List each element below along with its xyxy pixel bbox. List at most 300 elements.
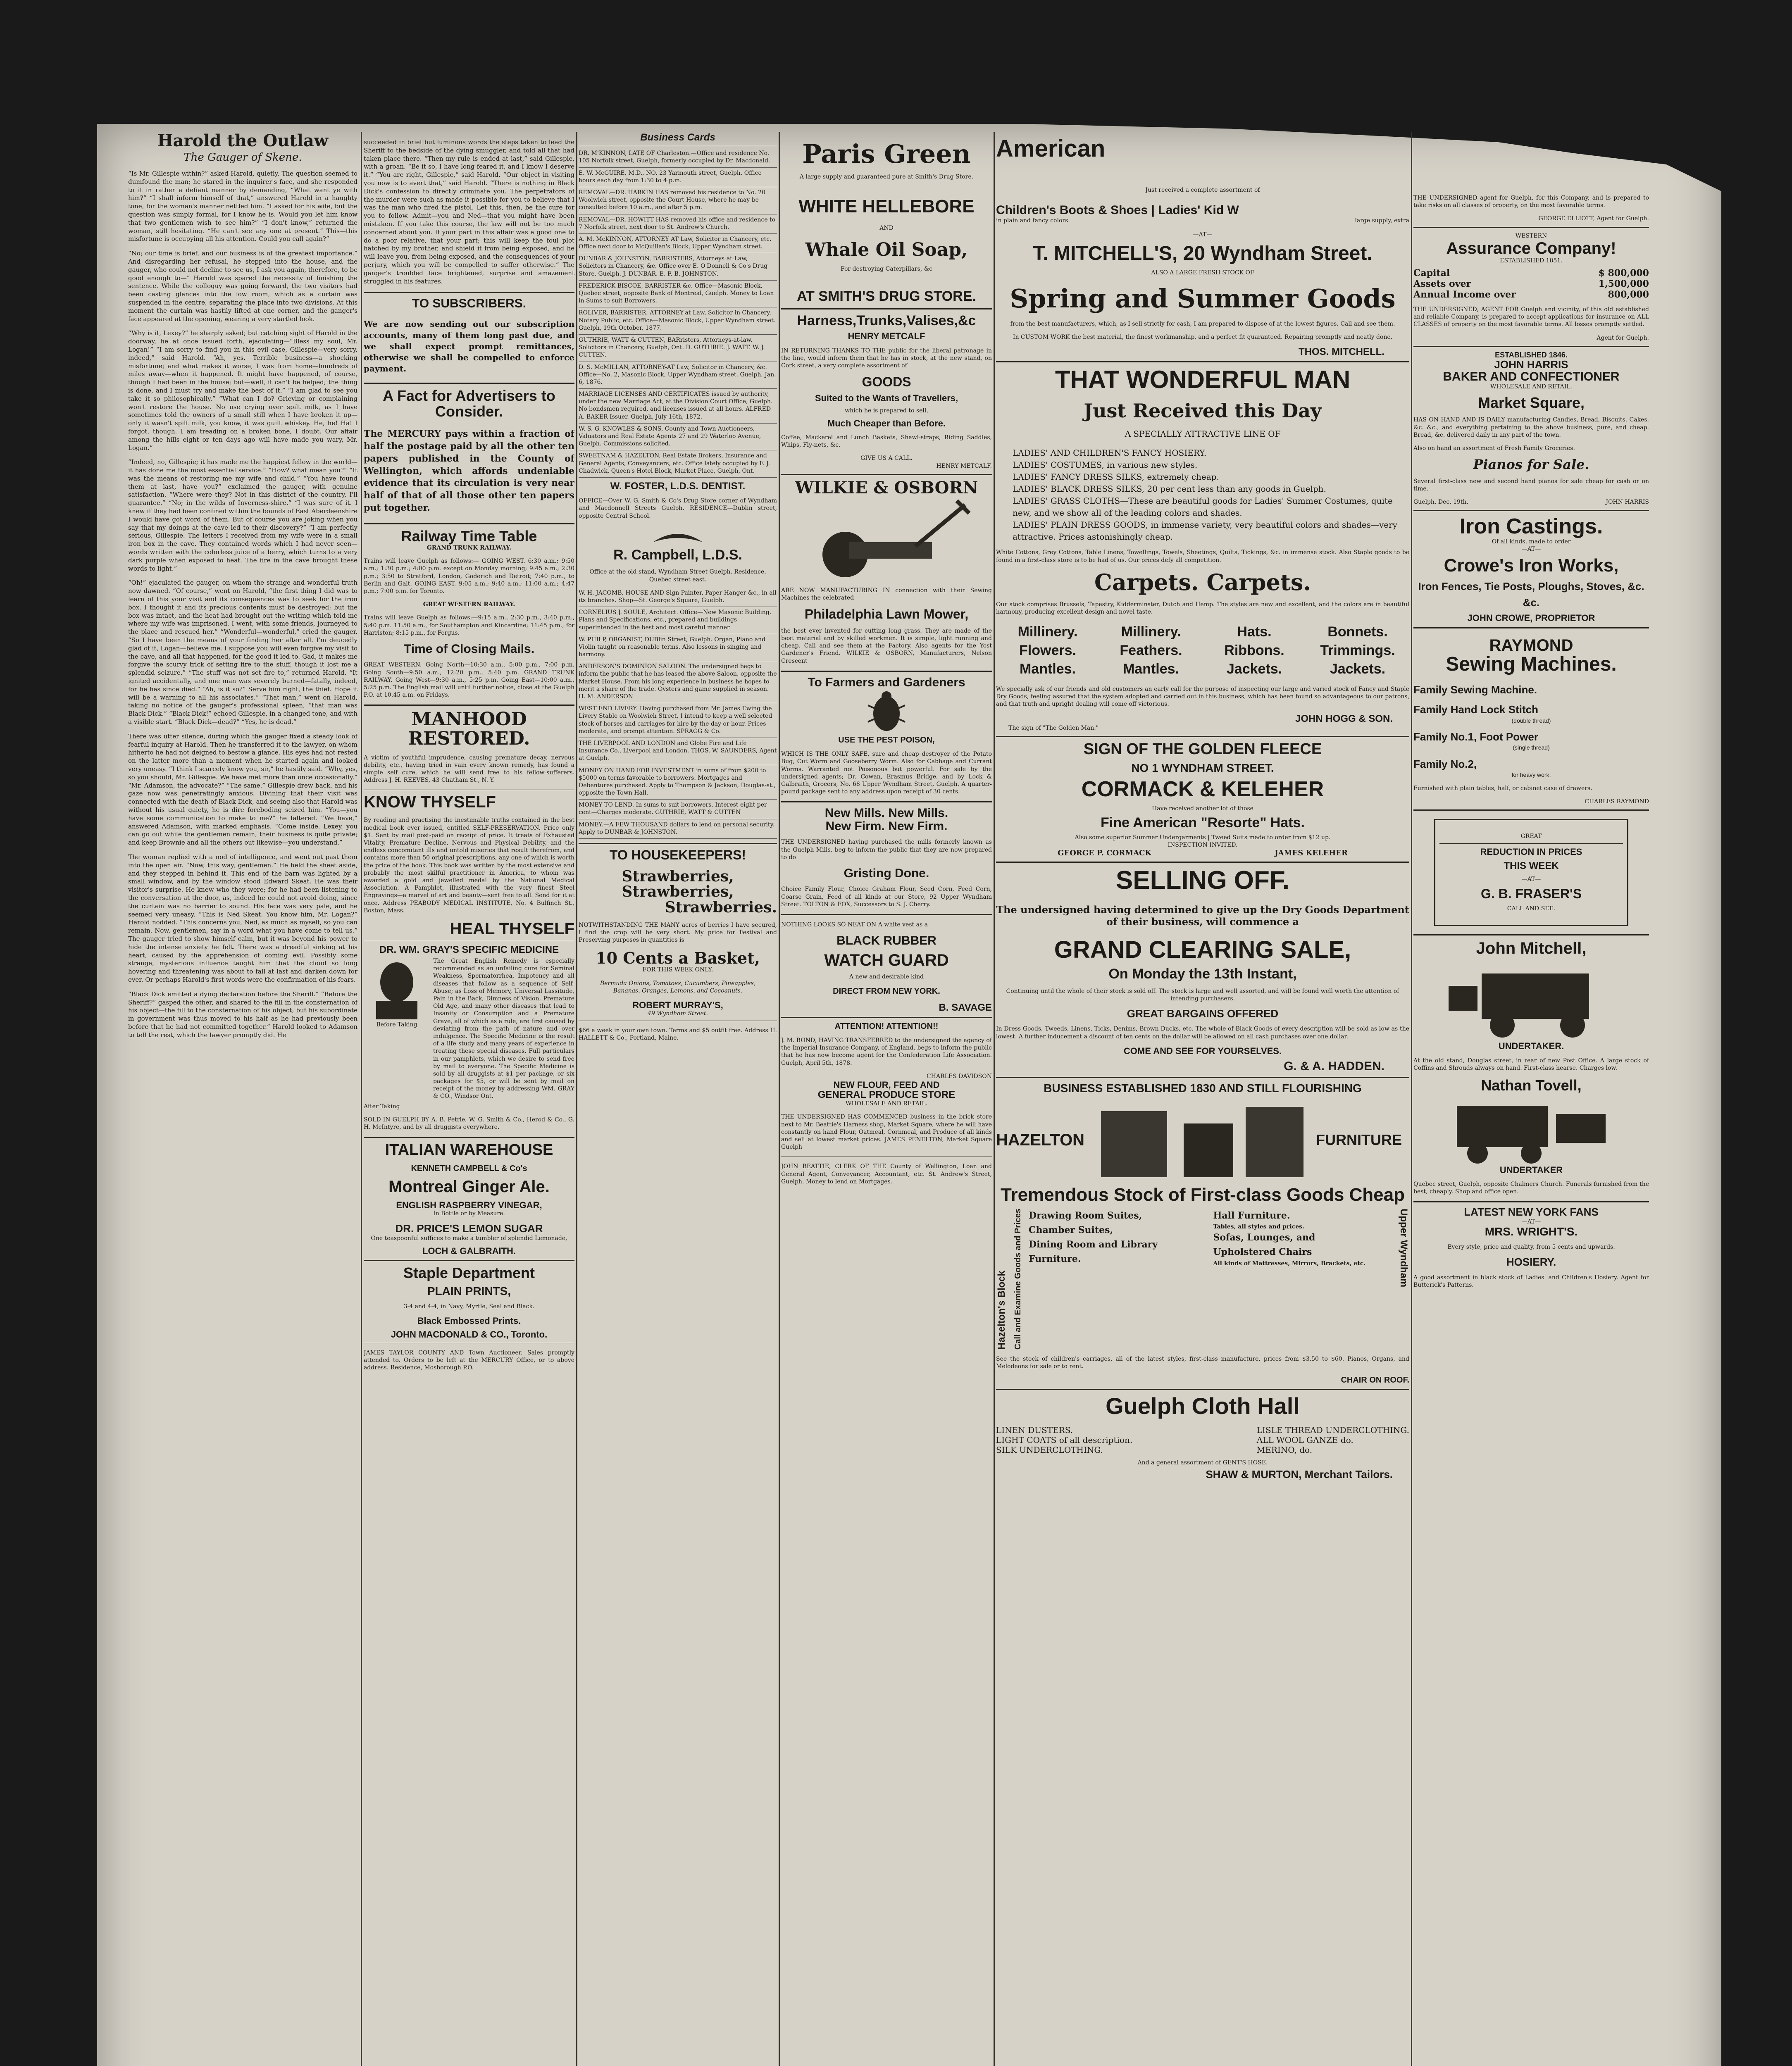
subscribers-heading: TO SUBSCRIBERS.: [412, 297, 527, 311]
wonderful-man: THAT WONDERFUL MAN: [1055, 366, 1351, 394]
raspberry: ENGLISH RASPBERRY VINEGAR,: [396, 1200, 542, 1211]
business-card: MONEY TO LEND. In sums to suit borrowers. Interest eight per cent—Charges moderate. GUTHRIE, WATT & CUTTEN: [579, 801, 777, 819]
capital-label: Capital: [1413, 267, 1450, 278]
established-1851: ESTABLISHED 1851.: [1500, 257, 1563, 264]
raymond: RAYMOND: [1489, 636, 1573, 655]
grid-item: Jackets.: [1330, 661, 1386, 677]
grid-item: Trimmings.: [1320, 642, 1395, 658]
column-story: [128, 132, 357, 1045]
hazelton: HAZELTON: [996, 1131, 1085, 1149]
gwr-heading: GREAT WESTERN RAILWAY.: [423, 601, 515, 608]
story-continuation: succeeded in brief but luminous words the steps taken to lead the Sheriff to the bedside of the dying smuggler, and told all that had taken place there. “Then my rule is ended at last,” said Gillespie, with a groan. “Be it so, I have long feared it, and I know I deserve it.” “You are right, Gillespie,” said Harold. “Our object in visiting you now is to avert that,” said Harold. “There is nothing in Black Dick's confession to directly criminate you. The perpetrators of the murder were such as made it possible for you to believe that I was the man who fired the pistol. Let this, then, be the cure for you to follow. Admit—you and Ned—that you might have been mistaken. If you take this course, the law will not be too much concerned about you. If your part in this affair was a good one to do a poor relative, that your part; this will keep the foul plot hatched by my brother, and shield it from being exposed, and he will leave you, from being exposed, and the consequences of your perjury, which you will be compelled to suffer otherwise.” The ganger's troubled face brightened, surprise and amazement struggled in his features.: [364, 138, 574, 285]
list-item: MERINO, do.: [1256, 1445, 1313, 1455]
sewing-list: [1413, 683, 1649, 779]
lawn-mower-icon: [781, 497, 992, 581]
kenneth-label: KENNETH CAMPBELL & Co's: [411, 1164, 527, 1173]
received-text: Just received a complete assortment of: [1145, 186, 1260, 193]
iron-castings: Iron Castings.: [1459, 514, 1603, 539]
list-item: LINEN DUSTERS.: [996, 1425, 1073, 1435]
hellebore: WHITE HELLEBORE: [798, 196, 975, 217]
mills-text: THE UNDERSIGNED having purchased the mills formerly known as the Guelph Mills, beg to inform the public that they are now prepared to do: [781, 839, 992, 861]
heavy-work: for heavy work,: [1511, 771, 1551, 778]
mower-text2: the best ever invented for cutting long grass. They are made of the best material and by skilled workmen. It is simple, light running and cheap. Call and see them at the Factory. Also agents for the Yost Gardener's Friend. WILKIE & OSBORN, Manufacturers, Nelson Crescent: [781, 627, 992, 664]
column-rule: [1411, 132, 1412, 2066]
mattresses: All kinds of Mattresses, Mirrors, Brackets, etc.: [1213, 1260, 1366, 1267]
hearse-icon: [1413, 957, 1649, 1041]
fresh-groceries: Also on hand an assortment of Fresh Family Groceries.: [1413, 445, 1575, 452]
family-hand-lock: Family Hand Lock Stitch: [1413, 703, 1538, 716]
raspberry-sub: In Bottle or by Measure.: [433, 1210, 505, 1217]
story-paragraph: “Oh!” ejaculated the gauger, on whom the strange and wonderful truth now dawned. “Of course,” went on Harold, “the first thing I did was to learn of this your visit and its consequences was to seek for the iron box. I thought it and its precious contents must be destroyed; but the box was intact, and the heat had brought out the writing which told me where my wife was imprisoned. I went, with some friends, journeyed to the place and rescued her.” “Wonderful—wonderful,” cried the gauger. “So I have been the means of your finding her after all. I'm deucedly glad of it, Logan—believe me. I suppose you will even forgive my visit to the cave, and all that happened, for the good it led to. Gad, it makes me forgive the scurvy trick of setting fire to the stuff, though it lost me a splendid seizure.” “The stuff was not set fire to,” returned Harold. “It ignited accidentally, and one man was severely burned—fatally, indeed, for he has since died.” “Ah, is it so?” Serve him right, the thief. Hope it will be a warning to all his associates.” “That man,” went on Harold, taking no notice of the gauger's professional spleen, “that man was Black Dick.” “Black Dick!” echoed Gillespie, in a changed tone, and with a visible start. “Black Dick—dead?” “Yes, he is dead.”: [128, 579, 357, 726]
hosiery-text: A good assortment in black stock of Ladies' and Children's Hosiery. Agent for Butterick's Patterns.: [1413, 1274, 1649, 1288]
business-cards-heading: Business Cards: [640, 132, 715, 143]
italian-heading: ITALIAN WAREHOUSE: [385, 1141, 553, 1159]
tables: Tables, all styles and prices.: [1213, 1223, 1304, 1231]
prints-text: 3-4 and 4-4, in Navy, Myrtle, Seal and Black.: [403, 1303, 535, 1310]
business-card: ANDERSON'S DOMINION SALOON. The undersigned begs to inform the public that he has leased the above Saloon, opposite the Market House. From his long experience in business he hopes to merit a share of the trade. Oysters and game supplied in season. H. M. ANDERSON: [579, 663, 777, 703]
cloth-hall: Guelph Cloth Hall: [1106, 1393, 1300, 1419]
large-supply: large supply, extra: [1355, 217, 1409, 224]
list-item: LADIES' AND CHILDREN'S FANCY HOSIERY.: [1013, 448, 1207, 458]
grid-item: Millinery.: [1121, 624, 1181, 640]
fact-heading: A Fact for Advertisers to Consider.: [383, 387, 555, 420]
watch-guard: WATCH GUARD: [824, 951, 949, 969]
business-card: D. S. McMILLAN, ATTORNEY-AT Law, Solicitor in Chancery, &c. Office—No. 2, Masonic Block, Upper Wyndham street. Guelph, Jan. 6, 1876.: [579, 364, 777, 389]
metcalf: HENRY METCALF: [848, 331, 925, 342]
iron-items: Iron Fences, Tie Posts, Ploughs, Stoves, &c. &c.: [1418, 580, 1644, 609]
grid-item: Flowers.: [1019, 642, 1076, 658]
list-item: LADIES' GRASS CLOTHS—These are beautiful goods for Ladies' Summer Costumes, quite new, and we show all of the leading colors and shades.: [1013, 496, 1393, 518]
subscribers-text: We are now sending out our subscription accounts, many of them long past due, and we shall expect prompt remittances, otherwise we shall be compelled to enforce payment.: [364, 319, 574, 374]
business-card: REMOVAL—DR. HARKIN HAS removed his residence to No. 20 Woolwich street, opposite the Court House, where he may be consulted before 10 a.m., and after 5 p.m.: [579, 189, 777, 214]
family-sewing: Family Sewing Machine.: [1413, 683, 1537, 696]
business-card: MONEY ON HAND FOR INVESTMENT in sums of from $200 to $5000 on terms favorable to borrowers. Mortgages and Debentures purchased. Apply to Thompson & Jackson, Douglas-st., opposite the Town Hall.: [579, 767, 777, 800]
hadden-sig: G. & A. HADDEN.: [1284, 1059, 1385, 1073]
list-item: LADIES' PLAIN DRESS GOODS, in immense variety, very beautiful colors and shades—very attractive. Prices astonishingly cheap.: [1013, 520, 1397, 542]
fact-text: The MERCURY pays within a fraction of half the postage paid by all the other ten papers published in the County of Wellington, which affords undeniable evidence that its circulation is very near half of that of all those other ten papers put together.: [364, 428, 574, 513]
sewing-machines: Sewing Machines.: [1446, 653, 1617, 675]
family-no1: Family No.1, Foot Power: [1413, 730, 1538, 743]
furniture: FURNITURE: [1316, 1131, 1402, 1148]
monday: On Monday the 13th Instant,: [1108, 966, 1297, 982]
hazelton-side: Hazelton's Block: [996, 1271, 1007, 1350]
mails-text: GREAT WESTERN. Going North—10:30 a.m., 5:00 p.m., 7:00 p.m. Going South—9:50 a.m., 12:20 p.m., 5:40 p.m. GRAND TRUNK RAILWAY. Going West—9:30 a.m., 5:25 p.m. Going East—10:00 a.m., 5:25 p.m. The English mail will until further notice, close at the Guelph P.O. at 10.45 a.m. on Fridays.: [364, 662, 574, 699]
millinery-text: We specially ask of our friends and old customers an early call for the purpose of inspecting our large and varied stock of Fancy and Staple Dry Goods, feeling assured that the system adopted and carried out in this business, which has been found so advantageous to our patrons, and that truth and upright dealing will come off victorious.: [996, 685, 1409, 708]
lemon-sub: One teaspoonful suffices to make a tumbler of splendid Lemonade,: [371, 1235, 567, 1242]
grand-clearing-sale: GRAND CLEARING SALE,: [1054, 936, 1351, 964]
savage: B. SAVAGE: [939, 1002, 992, 1013]
list-item: LADIES' FANCY DRESS SILKS, extremely cheap.: [1013, 472, 1219, 482]
mails-heading: Time of Closing Mails.: [403, 642, 535, 656]
pest-heading: USE THE PEST POISON,: [838, 735, 935, 745]
grid-item: Mantles.: [1122, 661, 1180, 677]
capital-value: $ 800,000: [1598, 267, 1649, 278]
nothing-text: NOTHING LOOKS SO NEAT ON A white vest as a: [781, 921, 928, 928]
story-paragraph: “Is Mr. Gillespie within?” asked Harold, quietly. The question seemed to dumfound the man; he stared in the inquirer's face, and she responded to it in rather a defiant manner by demanding, “What want ye with him?” “I shall inform himself of that,” answered Harold in a haughty tone, for the woman's manner nettled him. “I asked for his wife, but the question was simply formal, for I know he is. Would you let him know that two gentlemen wish to see him?” “I don't know,” returned the woman, still hesitating. “He can't see any one at present.” This—this misfortune is occupying all his attention. Could you call again?”: [128, 170, 357, 243]
column-rule: [994, 132, 995, 2066]
grid-item: Hats.: [1237, 624, 1272, 640]
at-label: —AT—: [1521, 876, 1541, 883]
furniture-icon: [1093, 1099, 1308, 1181]
superior-text: Also some superior Summer Undergarments | Tweed Suits made to order from $12 up.: [1075, 834, 1331, 841]
market-square: Market Square,: [1477, 394, 1585, 411]
gray-text: The Great English Remedy is especially recommended as an unfailing cure for Seminal Weakness, Spermatorrhea, Impotency and all diseases that follow as a sequence of Self-Abuse; as Loss of Memory, Universal Lassitude, Pain in the Back, Dimness of Vision, Premature Old Age, and many other diseases that lead to Insanity or Consumption and a Premature Grave, all of which as a rule, are first caused by deviating from the path of nature and over indulgence. The Specific Medicine is the result of a life study and many years of experience in treating these special diseases. Full particulars in our pamphlets, which we desire to send free by mail to everyone. The Specific Medicine is sold by all druggists at $1 per package, or six packages for $5, or will be sent by mail on receipt of the money by addressing WM. GRAY & CO., Windsor Ont.: [433, 958, 574, 1100]
furniture-right: [1213, 1209, 1392, 1350]
manhood-heading: MANHOOD RESTORED.: [408, 709, 530, 749]
heal-heading: HEAL THYSELF: [450, 919, 574, 938]
thos-mitchell: THOS. MITCHELL.: [1299, 346, 1385, 357]
american-heading: American: [996, 135, 1106, 162]
business-card: GUTHRIE, WATT & CUTTEN, BARristers, Attorneys-at-law, Solicitors in Chancery, Guelph, Ont. D. GUTHRIE. J. WATT. W. J. CUTTEN.: [579, 336, 777, 362]
resorte-hats: Fine American "Resorte" Hats.: [1101, 814, 1305, 831]
business-card: SWEETNAM & HAZELTON, Real Estate Brokers, Insurance and General Agents, Conveyancers, etc. Office lately occupied by F. J. Chadwick, Queen's Hotel Block, Market Place, Guelph, Ont.: [579, 452, 777, 478]
whale-oil: Whale Oil Soap,: [805, 239, 968, 260]
grid-item: Jackets.: [1226, 661, 1282, 677]
column-notices: [364, 132, 574, 1377]
business-card: A. M. McKINNON, ATTORNEY AT Law, Solicitor in Chancery, etc. Office next door to McQuillan's Block, Upper Wyndham street.: [579, 236, 777, 253]
cloth-items: [996, 1425, 1409, 1455]
fraser: G. B. FRASER'S: [1480, 886, 1582, 901]
list-item: SILK UNDERCLOTHING.: [996, 1445, 1103, 1455]
family-no2: Family No.2,: [1413, 757, 1477, 770]
column-rule: [779, 132, 780, 2066]
income-label: Annual Income over: [1413, 289, 1516, 300]
attention: ATTENTION! ATTENTION!!: [834, 1022, 939, 1031]
agent-sig: Agent for Guelph.: [1597, 334, 1649, 341]
sofas: Sofas, Lounges, and: [1213, 1232, 1315, 1243]
before-label: Before Taking: [376, 1021, 417, 1028]
call-examine: Call and Examine Goods and Prices: [1013, 1208, 1022, 1350]
gray-figures: [364, 957, 574, 1100]
column-dry-goods: [996, 132, 1409, 1480]
assets-label: Assets over: [1413, 278, 1471, 289]
list-item: LIGHT COATS of all description.: [996, 1435, 1133, 1445]
grid-item: Millinery.: [1018, 624, 1078, 640]
reduction: REDUCTION IN PRICES: [1480, 847, 1582, 857]
gristing: Gristing Done.: [844, 866, 929, 880]
capital-table: [1413, 268, 1649, 300]
beattie-text: JOHN BEATTIE, CLERK OF THE County of Wellington, Loan and General Agent, Conveyancer, Accountant, etc. St. Andrew's Street, Guelph. Money to lend on Mortgages.: [781, 1163, 992, 1185]
business-card: THE LIVERPOOL AND LONDON and Globe Fire and Life Insurance Co., Liverpool and London. THOS. W. SAUNDERS, Agent at Guelph.: [579, 740, 777, 765]
metcalf-text: IN RETURNING THANKS TO THE public for the liberal patronage in the line, would inform them that he has in stock, at the new stand, on Cork street, a very complete assortment of: [781, 347, 992, 369]
gtr-heading: GRAND TRUNK RAILWAY.: [427, 545, 512, 552]
column-drug-store: [781, 132, 992, 1191]
all-kinds: Of all kinds, made to order: [1492, 538, 1571, 545]
dress-goods: In Dress Goods, Tweeds, Linens, Ticks, Denims, Brown Ducks, etc. The whole of Black Goods of every description will be sold as low as the lowest. A further inducement a discount of ten cents on the dollar will be allowed on all cash purchases over one dollar.: [996, 1026, 1409, 1040]
mitchell-text: At the old stand, Douglas street, in rear of new Post Office. A large stock of Coffins and Shrouds always on hand. First-class hearse. Charges low.: [1413, 1057, 1649, 1071]
business-card: W. PHILP, ORGANIST, DUBlin Street, Guelph. Organ, Piano and Violin taught on reasonable terms. Also lessons in singing and harmony.: [579, 636, 777, 662]
capital-row: [1413, 268, 1649, 278]
grid-item: Bonnets.: [1327, 624, 1388, 640]
gray-sold: SOLD IN GUELPH BY A. B. Petrie, W. G. Smith & Co., Herod & Co., G. H. McIntyre, and by all druggists everywhere.: [364, 1116, 574, 1131]
business-card: E. W. McGUIRE, M.D., NO. 23 Yarmouth street, Guelph. Office hours each day from 1:30 to 4 p.m.: [579, 169, 777, 187]
grid-item: Ribbons.: [1224, 642, 1284, 658]
gray-figure-before: [364, 957, 430, 1100]
nathan-tovell: Nathan Tovell,: [1481, 1076, 1582, 1094]
railway-heading: Railway Time Table: [401, 528, 537, 545]
gray-heading: DR. WM. GRAY'S SPECIFIC MEDICINE: [379, 944, 559, 955]
produce-text: THE UNDERSIGNED HAS COMMENCED business in the brick store next to Mr. Beattie's Harness shop, Market Square, where he will have constantly on hand Flour, Oatmeal, Cornmeal, and Produce of all kinds and sell at lowest market prices. JAMES PENELTON, Market Square Guelph: [781, 1114, 992, 1151]
golden-fleece: SIGN OF THE GOLDEN FLEECE: [1083, 740, 1322, 758]
undertaker: UNDERTAKER.: [1498, 1041, 1564, 1052]
pianos-for-sale: Pianos for Sale.: [1473, 457, 1589, 473]
list-item: ALL WOOL GANZE do.: [1256, 1435, 1354, 1445]
loch: LOCH & GALBRAITH.: [422, 1245, 516, 1256]
direct: DIRECT FROM NEW YORK.: [833, 986, 940, 996]
sold-low: which he is prepared to sell,: [845, 407, 928, 414]
golden-man: The sign of "The Golden Man.": [1008, 724, 1099, 731]
upper-wyndham: Upper Wyndham: [1398, 1208, 1409, 1288]
also-large: ALSO A LARGE FRESH STOCK OF: [1151, 269, 1254, 276]
baker-confectioner: BAKER AND CONFECTIONER: [1443, 369, 1620, 383]
business-card: REMOVAL—DR. HOWITT HAS removed his office and residence to 7 Norfolk street, next door to St. Andrew's Church.: [579, 216, 777, 234]
list-item: LADIES' COSTUMES, in various new styles.: [1013, 460, 1198, 470]
gristing-text: Choice Family Flour, Choice Graham Flour, Seed Corn, Feed Corn, Coarse Grain, Feed of all kinds at our Store, 92 Upper Wyndham Street. TOLTON & FOX, Successors to S. J. Cherry.: [781, 886, 992, 908]
date: Guelph, Dec. 19th.: [1413, 499, 1468, 506]
george-cormack: GEORGE P. CORMACK: [1058, 848, 1152, 857]
latest-fans: LATEST NEW YORK FANS: [1464, 1206, 1599, 1219]
list-item: LADIES' BLACK DRESS SILKS, 20 per cent less than any goods in Guelph.: [1013, 484, 1326, 494]
business-card: CORNELIUS J. SOULE, Architect. Office—New Masonic Building. Plans and Specifications, etc., prepared and buildings superintended in the best and most careful manner.: [579, 609, 777, 634]
mitchell-heading: T. MITCHELL'S, 20 Wyndham Street.: [1033, 242, 1373, 264]
wilkie-heading: WILKIE & OSBORN: [795, 478, 978, 497]
embossed: Black Embossed Prints.: [417, 1316, 521, 1326]
income-row: [1413, 289, 1649, 300]
cloth-general: And a general assortment of GENT'S HOSE.: [1137, 1459, 1268, 1466]
grid-item: Feathers.: [1120, 642, 1182, 658]
spring-text: from the best manufacturers, which, as I sell strictly for cash, I am prepared to dispose of at the lowest figures. Call and see them.: [1010, 320, 1395, 327]
campbell-heading: R. Campbell, L.D.S.: [613, 547, 742, 563]
agent-text: THE UNDERSIGNED, AGENT FOR Guelph and vicinity, of this old established and reliable Company, is prepared to accept applications for insurance on ALL CLASSES of property on the most favorable terms. All losses promptly settled.: [1413, 306, 1649, 328]
assets-value: 1,500,000: [1598, 278, 1649, 289]
smiths-drug-store: AT SMITH'S DRUG STORE.: [797, 288, 976, 305]
wholesale: WHOLESALE AND RETAIL.: [845, 1100, 928, 1107]
business-card: DR. M'KINNON, LATE OF Charleston.—Office and residence No. 105 Norfolk street, Guelph, formerly occupied by Dr. Macdonald.: [579, 150, 777, 167]
and-label: AND: [879, 225, 894, 232]
column-business-cards: [579, 132, 777, 1048]
story-paragraph: There was utter silence, during which the gauger fixed a steady look of fearful inquiry at Harold. Then he transferred it to the lawyer, on whom hitherto he had not deigned to bestow a glance. His eyes had not rested on the latter more than a moment when he started again and looked very uneasy. “I think I scarcely know you, sir,” he hastily said. “Why, yes, so you should, Mr. Gillespie. We have met more than once occasionally.” “Mr. Adamson, the advocate?” “The same.” Gillespie drew back, and his gaze now was penetratingly anxious. Divining that their visit was connected with the death of Black Dick, and seeing also that Harold was without his usual gaiety, he is dire foreboding seized him. “You—you have some communication to make to me?” he faltered. “We have,” answered Adamson, with marked emphasis. “Come inside. Lexey, you can go out while the gentlemen remain, their business is quite private; and keep Brownie and all the others out likewise—you understand.”: [128, 732, 357, 847]
shaw-murton: SHAW & MURTON, Merchant Tailors.: [1206, 1468, 1393, 1480]
travellers: Suited to the Wants of Travellers,: [815, 393, 958, 403]
business-card: FREDERICK BISCOE, BARRISTER &c. Office—Masonic Block, Quebec street, opposite Bank of Montreal, Guelph. Money to Loan in Sums to suit Borrowers.: [579, 282, 777, 308]
paris-text: A large supply and guaranteed pure at Smith's Drug Store.: [799, 174, 974, 181]
strawberries-text: NOTWITHSTANDING THE MANY acres of berries I have secured, I find the crop will be very short. My price for Festival and Preserving purposes in quantities is: [579, 921, 777, 944]
pest-text: WHICH IS THE ONLY SAFE, sure and cheap destroyer of the Potato Bug, Cut Worm and Gooseberry Worm. Also for Cabbage and Currant Worms. Warranted not Poisonous but powerful. For sale by the undersigned agents; Dr. Cowan, Erasmus Bridge, and by Lock & Galbraith, Grocers, No. 68 Upper Wyndham Street, Guelph. A quarter-pound package sent to any address upon receipt of 30 cents.: [781, 751, 992, 795]
manhood-text: A victim of youthful imprudence, causing premature decay, nervous debility, etc., having tried in vain every known remedy, has found a simple self cure, which he will send free to his fellow-sufferers. Address J. H. REEVES, 43 Chatham St., N. Y.: [364, 754, 574, 784]
received-another: Have received another lot of those: [1152, 805, 1253, 812]
cormack-keleher: CORMACK & KELEHER: [1081, 777, 1324, 802]
story-paragraph: The woman replied with a nod of intelligence, and went out past them into the open air. “Now, this way, gentlemen.” He held the sheet aside, and they stepped in behind it. This end of the barn was lighted by a small window, and by the window stood Edward Skeat. He was their visitor's surprise. He knew who they were; for he had been listening to the conversation at the door, as, indeed he could not avoid doing, since the curtain was no barrier to sound. His face was very pale, and he seemed very uneasy. “This is Ned Skeat. You know him, Mr. Logan?” Harold nodded. “This concerns you, Ned, as much as myself, so you can remain. Now, gentlemen, say in a word what you have come to tell us.” The gauger tried to show himself calm, but it was beyond his power to hide the intense anxiety he felt. There was a dreadful sinking at his heart, caused by the apprehension of coming evil. Possibly some strange, mysterious influence taught him that the cloud so long hovering and threatening was about to fall at last and darken down for ever. Or perhaps Harold's first words were the confirmation of his fears.: [128, 853, 357, 983]
income-value: 800,000: [1608, 289, 1649, 300]
great: GREAT: [1520, 833, 1542, 840]
ten-cents-sub: FOR THIS WEEK ONLY.: [642, 966, 713, 973]
man-portrait-icon: [366, 957, 428, 1019]
continuing: Continuing until the whole of their stock is sold off. The stock is large and well assorted, and will be found well worth the attention of intending purchasers.: [1006, 988, 1399, 1002]
paris-green: Paris Green: [802, 139, 971, 169]
beetle-icon: [781, 689, 992, 736]
philadelphia: Philadelphia Lawn Mower,: [804, 607, 969, 622]
tremendous-stock: Tremendous Stock of First-class Goods Cheap: [1001, 1184, 1405, 1205]
murray: ROBERT MURRAY'S,: [632, 1000, 723, 1010]
furnished-text: Furnished with plain tables, half, or cabinet case of drawers.: [1413, 785, 1592, 792]
story-paragraph: “Indeed, no, Gillespie; it has made me the happiest fellow in the world—it has done me the most essential service.” “How? what mean you?” “It was the means of restoring me my wife and child.” “You have found them at last, have you?” exclaimed the gauger, with genuine satisfaction. “Where were they? Not in this district of the country, I'll guarantee.” “No; in the wilds of Inverness-shire.” “I was sure of it. I knew if they had been confined within the bounds of East Aberdeenshire I would have got word of them. But of course you are joking when you say that my doings at the cave led to their discovery?” “I am perfectly serious, Gillespie. The letters I received from my wife were in a small iron box in the cave. They contained words which I had never seen—words written with the colorless juice of a berry, which turns to a very dark purple when exposed to heat. The fire in the cave brought these words to light.”: [128, 458, 357, 572]
black-rubber: BLACK RUBBER: [836, 934, 937, 948]
custom-text: In CUSTOM WORK the best material, the finest workmanship, and a perfect fit guaranteed. Repairing promptly and neatly done.: [1013, 333, 1393, 340]
furniture-list: [996, 1209, 1409, 1350]
assets-row: [1413, 278, 1649, 289]
mower-text: ARE NOW MANUFACTURING IN connection with their Sewing Machines the celebrated: [781, 587, 992, 601]
hosiery: HOSIERY.: [1506, 1256, 1556, 1269]
farm-text: THE UNDERSIGNED agent for Guelph, for this Company, and is prepared to take risks on all classes of property, on the most favorable terms.: [1413, 195, 1649, 209]
column-rule: [361, 132, 362, 2066]
lemon: DR. PRICE'S LEMON SUGAR: [395, 1222, 543, 1235]
watch-text: A new and desirable kind: [849, 973, 924, 980]
harness-heading: Harness,Trunks,Valises,&c: [797, 312, 976, 328]
ginger-ale: Montreal Ginger Ale.: [388, 1178, 550, 1196]
special-line: A SPECIALLY ATTRACTIVE LINE OF: [1125, 429, 1281, 439]
plain-prints: PLAIN PRINTS,: [427, 1284, 511, 1297]
gwr-text: Trains will leave Guelph as follows:—9:15 a.m., 2:30 p.m., 3:40 p.m., 5:40 p.m. 11:50 a.m., for Southampton and Kincardine; 11:45 p.m., for Harriston; 8:15 p.m., for Fergus.: [364, 614, 574, 636]
this-week: THIS WEEK: [1504, 860, 1559, 872]
general-produce: GENERAL PRODUCE STORE: [817, 1089, 956, 1101]
bond-text: J. M. BOND, HAVING TRANSFERRED to the undersigned the agency of the Imperial Insurance Company, of England, begs to inform the public that he has now become agent for the Confederation Life Association. Guelph, April 5th, 1878.: [781, 1037, 992, 1066]
at-label: —AT—: [1521, 1218, 1541, 1225]
western: WESTERN: [1515, 232, 1547, 239]
raymond-sig: CHARLES RAYMOND: [1585, 798, 1649, 805]
story-subtitle: The Gauger of Skene.: [183, 151, 302, 164]
single-thread: (single thread): [1513, 744, 1550, 751]
column-rule: [576, 132, 577, 2066]
staple-heading: Staple Department: [403, 1264, 535, 1281]
whale-sub: For destroying Caterpillars, &c: [841, 265, 932, 272]
business-card: MONEY.—A FEW THOUSAND dollars to lend on personal security. Apply to DUNBAR & JOHNSTON.: [579, 821, 777, 839]
goods: GOODS: [862, 374, 911, 390]
fraser-box: [1434, 819, 1628, 926]
fruit-list: Bermuda Onions, Tomatoes, Cucumbers, Pineapples, Bananas, Oranges, Lemons, and Cocoanuts.: [600, 980, 756, 994]
selling-text: The undersigned having determined to give up the Dry Goods Department of their business, will commence a: [996, 904, 1409, 928]
cheaper: Much Cheaper than Before.: [827, 418, 946, 428]
chair-on-roof: CHAIR ON ROOF.: [1341, 1376, 1409, 1385]
dentist-heading: W. FOSTER, L.D.S. DENTIST.: [610, 480, 746, 492]
list-item: LISLE THREAD UNDERCLOTHING.: [1256, 1425, 1409, 1435]
at-label: —AT—: [1193, 231, 1213, 238]
hall-furniture: Hall Furniture.: [1213, 1210, 1290, 1221]
harris-footer: [1413, 498, 1649, 506]
elliott-sig: GEORGE ELLIOTT, Agent for Guelph.: [1538, 215, 1649, 222]
john-harris: JOHN HARRIS: [1494, 358, 1568, 371]
strawberries: Strawberries,: [622, 867, 734, 885]
metcalf-more: Coffee, Mackerel and Lunch Baskets, Shawl-straps, Riding Saddles, Whips, Fly-nets, &c.: [781, 434, 992, 449]
carpets-text: Our stock comprises Brussels, Tapestry, Kidderminster, Dutch and Hemp. The styles are new and excellent, and the colors are in beautiful harmony, producing excellent design and novel taste.: [996, 601, 1409, 615]
grid-item: Mantles.: [1019, 661, 1076, 677]
baker-text: HAS ON HAND AND IS DAILY manufacturing Candies, Bread, Biscuits, Cakes, &c. &c., and everything pertaining to the above business, pure, and cheap. Bread, &c. delivered daily in any part of the town.: [1413, 417, 1649, 438]
james-keleher: JAMES KELEHER: [1275, 848, 1348, 857]
at-label: —AT—: [1521, 546, 1541, 553]
hogg-sig: JOHN HOGG & SON.: [1295, 713, 1393, 725]
pianos-text: Several first-class new and second hand pianos for sale cheap for cash or on time.: [1413, 478, 1649, 492]
strawberries: Strawberries.: [665, 899, 777, 916]
story-paragraph: “Why is it, Lexey?” he sharply asked; but catching sight of Harold in the doorway, he at once issued forth, ejaculating—“Bless my soul, Mr. Logan!” “I am sorry to find you in this evil case, Gillespie—very sorry, indeed,” said Harold. “Ah, yes. Terrible business—a shocking misfortune; and what makes it worse, I was from home—hundreds of miles away—when it happened. It might have happened, of course, though I had been in the house; but—well, it can't be helped; the thing is done, and I must try and make the best of it.” “I am glad to see you take it so philosophically.” “What can I do? Grieving or complaining won't restore the house. No use crying over spilt milk, as I have sometimes told the owners of a small still when I have broken it up—only it wasn't spilt milk, you know, it was guilt whiskey. He, he! Ha! I forgot, though. I am treading on a broken bone, I doubt. Our affair among the hills eight or ten days ago will have made you wary, Mr. Logan.”: [128, 329, 357, 452]
double-thread: (double thread): [1511, 717, 1551, 724]
proprietors: [996, 849, 1409, 857]
mrs-wright: MRS. WRIGHT'S.: [1485, 1225, 1578, 1238]
business-card: DUNBAR & JOHNSTON, BARRISTERS, Attorneys-at-Law, Solicitors in Chancery, &c. Office over E. O'Donnell & Co's Drug Store. Guelph. J. DUNBAR. E. F. B. JOHNSTON.: [579, 255, 777, 281]
whole-retail: WHOLESALE AND RETAIL.: [1490, 383, 1573, 390]
murray-addr: 49 Wyndham Street.: [648, 1010, 708, 1017]
inspection: INSPECTION INVITED.: [1168, 841, 1238, 848]
crowe-iron-works: Crowe's Iron Works,: [1444, 555, 1619, 576]
cloth-left: [996, 1425, 1132, 1455]
fans-text: Every style, price and quality, from 5 cents and upwards.: [1447, 1244, 1615, 1251]
metcalf-sig: HENRY METCALF.: [936, 462, 992, 469]
know-text: By reading and practising the inestimable truths contained in the best medical book ever issued, entitled SELF-PRESERVATION. Price only $1. Sent by mail post-paid on receipt of price. It treats of Exhausted Vitality, Premature Decline, Nervous and Physical Debility, and the endless concomitant ills and untold miseries that result therefrom, and contains more than 50 original prescriptions, any one of which is worth the price of the book. This book was written by the most extensive and probably the most skilful practitioner in America, to whom was awarded a gold and jewelled medal by the National Medical Association. A Pamphlet, illustrated with the very finest Steel Engravings—a marvel of art and beauty—sent free to all. Send for it at once. Address PEABODY MEDICAL INSTITUTE, No. 4 Bulfinch St., Boston, Mass.: [364, 817, 574, 914]
ladies-list: [1013, 447, 1409, 543]
harris-sig: JOHN HARRIS: [1606, 499, 1649, 506]
call-see: CALL AND SEE.: [1507, 905, 1556, 912]
millinery-grid: [996, 624, 1409, 677]
no1-wyndham: NO 1 WYNDHAM STREET.: [1131, 761, 1274, 774]
dining-furniture: Dining Room and Library Furniture.: [1029, 1239, 1158, 1265]
childrens-boots: Children's Boots & Shoes | Ladies' Kid W: [996, 203, 1239, 217]
boots-sub: [996, 217, 1409, 224]
cottons-text: White Cottons, Grey Cottons, Table Linens, Towellings, Towels, Sheetings, Quilts, Tickings, &c. in immense stock. Also Staple goods to be found in a first-class store is to be had of us. Our prices defy all competition.: [996, 549, 1409, 564]
gtr-text: Trains will leave Guelph as follows:— GOING WEST. 6:30 a.m.; 9:50 a.m.; 1:30 p.m.; 4:00 p.m. except on Monday morning; 9:45 a.m.; 2:30 p.m.; 3:50 to Stratford, London, Goderich and Detroit; 7:40 p.m., to Berlin and Galt. GOING EAST. 9:05 a.m.; 9:40 a.m.; 11:00 a.m.; 4:47 p.m.; 7:00 p.m. for Toronto.: [364, 558, 574, 595]
tovell-text: Quebec street, Guelph, opposite Chalmers Church. Funerals furnished from the best, cheaply. Shop and office open.: [1413, 1181, 1649, 1195]
plain-fancy: in plain and fancy colors.: [996, 217, 1070, 224]
farmers-heading: To Farmers and Gardeners: [808, 675, 965, 689]
business-card: W. S. G. KNOWLES & SONS, County and Town Auctioneers, Valuators and Real Estate Agents 27 and 29 Waterloo Avenue, Guelph. Commissions solicited.: [579, 425, 777, 451]
story-title: Harold the Outlaw: [157, 132, 329, 150]
housekeepers-heading: TO HOUSEKEEPERS!: [609, 847, 746, 862]
hearse-icon: [1413, 1093, 1649, 1165]
carpets: Carpets. Carpets.: [1094, 569, 1311, 595]
assurance-company: Assurance Company!: [1446, 239, 1616, 257]
just-received: Just Received this Day: [1084, 400, 1322, 422]
know-heading: KNOW THYSELF: [364, 793, 496, 812]
new-flour: NEW FLOUR, FEED AND: [833, 1079, 940, 1090]
new-mills: New Mills. New Mills.: [825, 806, 948, 820]
chamber-suites: Chamber Suites,: [1029, 1225, 1113, 1236]
crowe-prop: JOHN CROWE, PROPRIETOR: [1467, 613, 1595, 624]
pianos-text: See the stock of children's carriages, all of the latest styles, first-class manufacture, prices from $3.50 to $60. Pianos, Organs, and Melodeons for sale or to rent.: [996, 1356, 1409, 1370]
story-paragraph: “No; our time is brief, and our business is of the greatest importance.” And disregarding her refusal, he stepped into the house, and the gauger, who could not decline to see us, I ask you again, therefore, to be good enough to—” Harold was spared the necessity of finishing the sentence. While the colloquy was going forward, the two visitors had been casting glances into the low room, which as a curtain was suspended in the centre, separating the place into two divisions. At this moment the curtain was hastily lifted at one corner, and the ganger's face appeared at the opening, wearing a very startled look.: [128, 250, 357, 323]
portland-card: $66 a week in your own town. Terms and $5 outfit free. Address H. HALLETT & Co., Portland, Maine.: [579, 1027, 777, 1042]
business-card: ROLIVER, BARRISTER, ATTORNEY-at-Law, Solicitor in Chancery, Notary Public, etc. Office—Masonic Block, Upper Wyndham street. Guelph, 19th October, 1877.: [579, 309, 777, 335]
new-firm: New Firm. New Firm.: [825, 819, 948, 833]
give-call: GIVE US A CALL.: [860, 455, 913, 462]
spring-summer: Spring and Summer Goods: [1010, 283, 1396, 314]
undertaker: UNDERTAKER: [1499, 1164, 1563, 1175]
after-label: After Taking: [364, 1103, 400, 1110]
est-1846: ESTABLISHED 1846.: [1495, 350, 1568, 359]
macdonald: JOHN MACDONALD & CO., Toronto.: [391, 1329, 548, 1340]
business-card: MARRIAGE LICENSES AND CERTIFICATES issued by authority, under the new Marriage Act, at the Division Court Office, Guelph. No bondsmen required, and licenses issued at all hours. ALFRED A. BAKER Issuer. Guelph, July 16th, 1872.: [579, 390, 777, 424]
davidson: CHARLES DAVIDSON: [927, 1073, 992, 1080]
business-card: WEST END LIVERY. Having purchased from Mr. James Ewing the Livery Stable on Woolwich Street, I intend to keep a well selected stock of horses and carriages for hire by the day or hour. Prices moderate, and prompt attention. SPRAGG & Co.: [579, 705, 777, 738]
campbell-text: Office at the old stand, Wyndham Street Guelph. Residence, Quebec street east.: [589, 569, 766, 583]
furniture-banner: [996, 1099, 1409, 1181]
john-mitchell: John Mitchell,: [1476, 939, 1587, 958]
come-see: COME AND SEE FOR YOURSELVES.: [1123, 1045, 1282, 1056]
established-1830: BUSINESS ESTABLISHED 1830 AND STILL FLOURISHING: [1044, 1082, 1362, 1095]
dentist-text: OFFICE—Over W. G. Smith & Co's Drug Store corner of Wyndham and Macdonnell Streets Guelph. RESIDENCE—Dublin street, opposite Central School.: [579, 497, 777, 519]
drawing-suites: Drawing Room Suites,: [1029, 1210, 1142, 1221]
business-card: W. H. JACOMB, HOUSE AND Sign Painter, Paper Hanger &c., in all its branches. Shop—St. George's Square, Guelph.: [579, 589, 777, 607]
selling-off: SELLING OFF.: [1115, 866, 1290, 895]
cloth-right: [1257, 1425, 1409, 1455]
ten-cents: 10 Cents a Basket,: [596, 948, 760, 967]
column-insurance: [1413, 132, 1649, 1295]
